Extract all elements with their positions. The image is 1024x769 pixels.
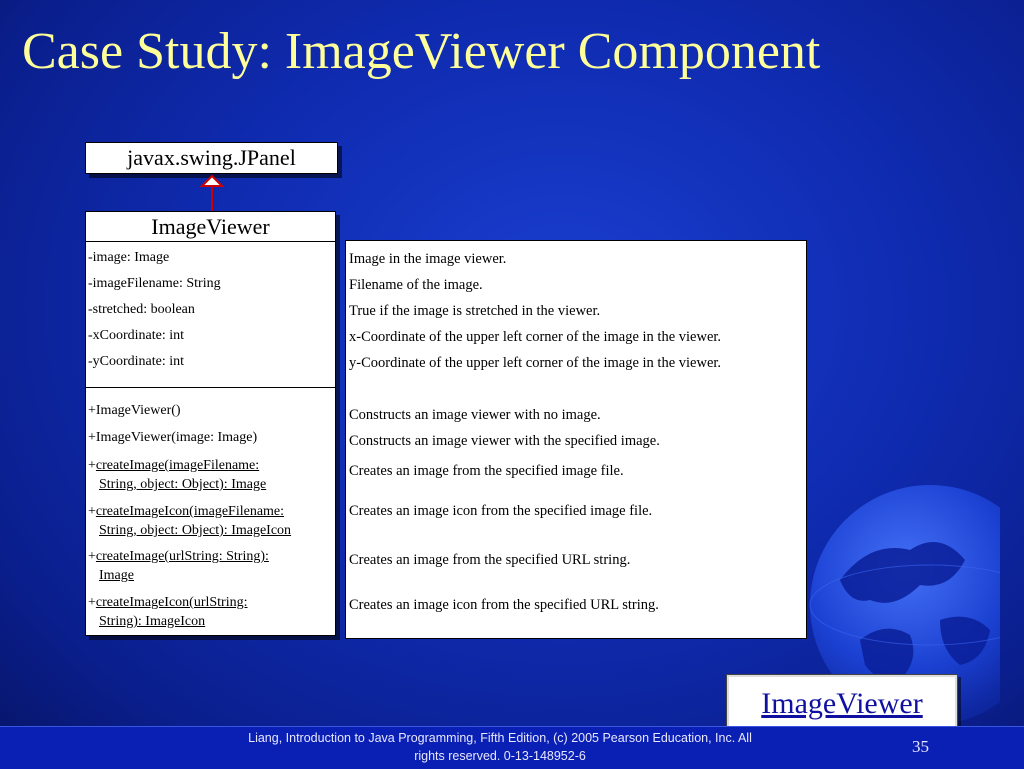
field-description: True if the image is stretched in the viewer.	[349, 303, 601, 319]
method: +createImageIcon(imageFilename: String, object: Object): ImageIcon	[88, 504, 292, 538]
method-description: Creates an image icon from the specified image file.	[349, 503, 653, 519]
method-description: Creates an image from the specified image file.	[349, 463, 624, 479]
method-description: Constructs an image viewer with the specified image.	[349, 433, 660, 449]
page-number: 35	[912, 737, 929, 756]
data-fields-compartment	[86, 242, 335, 387]
method-description: Creates an image icon from the specified URL string.	[349, 597, 659, 613]
superclass-box: javax.swing.JPanel	[85, 142, 338, 174]
footer-copyright	[200, 729, 800, 765]
class-name: ImageViewer	[86, 212, 335, 242]
field-description: Filename of the image.	[349, 277, 483, 293]
method-description: Creates an image from the specified URL string.	[349, 552, 631, 568]
uml-class-box	[85, 211, 336, 636]
footer-line-2: rights reserved. 0-13-148952-6	[414, 749, 586, 763]
data-field: -imageFilename: String	[88, 276, 221, 291]
field-description: Image in the image viewer.	[349, 251, 507, 267]
method: +createImageIcon(urlString: String): ImageIcon	[88, 595, 248, 629]
description-panel	[345, 240, 807, 639]
data-field: -image: Image	[88, 250, 170, 265]
data-field: -xCoordinate: int	[88, 328, 185, 343]
method: +ImageViewer()	[88, 403, 181, 418]
method: +createImage(imageFilename: String, object: Object): Image	[88, 458, 267, 492]
imageviewer-link-label[interactable]: ImageViewer	[761, 687, 923, 720]
methods-compartment	[86, 387, 335, 629]
method-description: Constructs an image viewer with no image.	[349, 407, 601, 423]
slide-title: Case Study: ImageViewer Component	[22, 23, 821, 80]
field-description: x-Coordinate of the upper left corner of the image in the viewer.	[349, 329, 722, 345]
field-description: y-Coordinate of the upper left corner of the image in the viewer.	[349, 355, 722, 371]
data-field: -yCoordinate: int	[88, 354, 185, 369]
inheritance-arrow-icon	[200, 174, 224, 214]
footer-line-1: Liang, Introduction to Java Programming, Fifth Edition, (c) 2005 Pearson Education, Inc. All	[248, 731, 752, 745]
data-field: -stretched: boolean	[88, 302, 195, 317]
method: +ImageViewer(image: Image)	[88, 430, 258, 445]
method: +createImage(urlString: String): Image	[88, 549, 269, 583]
footer	[0, 726, 1024, 769]
